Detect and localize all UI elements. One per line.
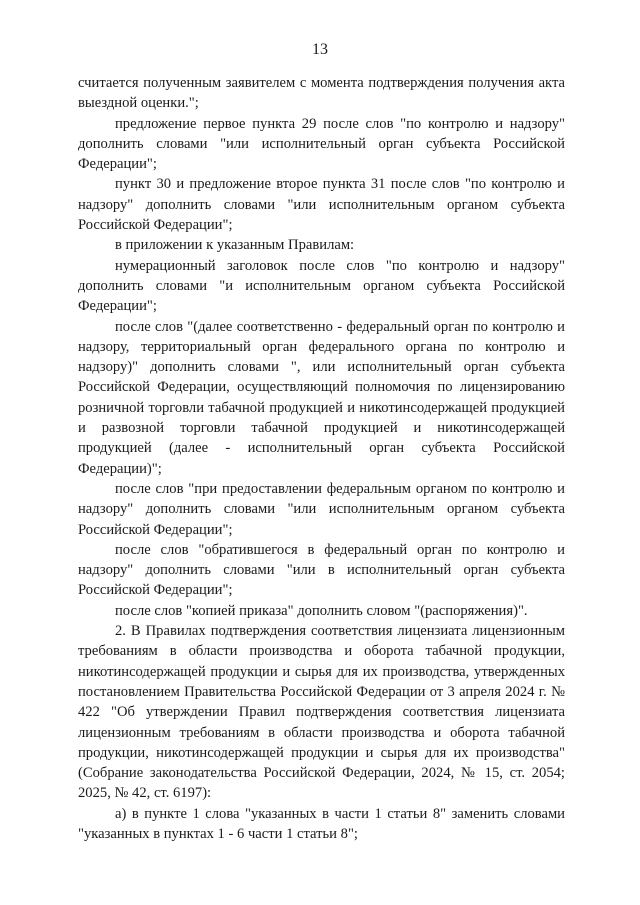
paragraph: в приложении к указанным Правилам: [115,237,355,254]
paragraph: а) в пункте 1 слова "указанных в части 1 статьи 8" заменить словами "указанных в пунктах 1 - 6 части 1 статьи 8"; [78,805,565,842]
paragraph: 2. В Правилах подтверждения соответствия лицензиата лицензионным требованиям в области производства и оборота табачной продукции, никотинсодержащей продукции и сырья для их производства, утвержденных постановлением Правительства Российской Федерации от 3 апреля 2024 г. № 422 "Об утверждении Правил подтверждения соответствия лицензиата лицензионным требованиям в области производства и оборота табачной продукции, никотинсодержащей продукции и сырья для их производства" (Собрание законодательства Российской Федерации, 2024, № 15, ст. 2054; 2025, № 42, ст. 6197): [78,623,565,802]
paragraph: нумерационный заголовок после слов "по контролю и надзору" дополнить словами "и исполнительным органом субъекта Российской Федерации"; [78,257,565,315]
document-body [78,73,565,844]
paragraph: после слов "(далее соответственно - федеральный орган по контролю и надзору, территориальный орган федерального органа по контролю и надзору)" дополнить словами ", или исполнительный орган субъекта Российской Федерации, осуществляющий полномочия по лицензированию розничной торговли табачной продукцией и никотинсодержащей продукцией и развозной торговли табачной продукцией и никотинсодержащей продукцией (далее - исполнительный орган субъекта Российской Федерации)"; [78,318,565,477]
paragraph: предложение первое пункта 29 после слов "по контролю и надзору" дополнить словами "или исполнительный орган субъекта Российской Федерации"; [78,115,565,173]
paragraph: после слов "копией приказа" дополнить словом "(распоряжения)". [115,602,528,619]
paragraph: считается полученным заявителем с момента подтверждения получения акта выездной оценки."; [78,75,565,112]
paragraph: после слов "обратившегося в федеральный орган по контролю и надзору" дополнить словами "или в исполнительный орган субъекта Российской Федерации"; [78,541,565,599]
paragraph: пункт 30 и предложение второе пункта 31 после слов "по контролю и надзору" дополнить словами "или исполнительным органом субъекта Российской Федерации"; [78,176,565,234]
page-number: 13 [312,41,328,58]
paragraph: после слов "при предоставлении федеральным органом по контролю и надзору" дополнить словами "или исполнительным органом субъекта Российской Федерации"; [78,480,565,538]
